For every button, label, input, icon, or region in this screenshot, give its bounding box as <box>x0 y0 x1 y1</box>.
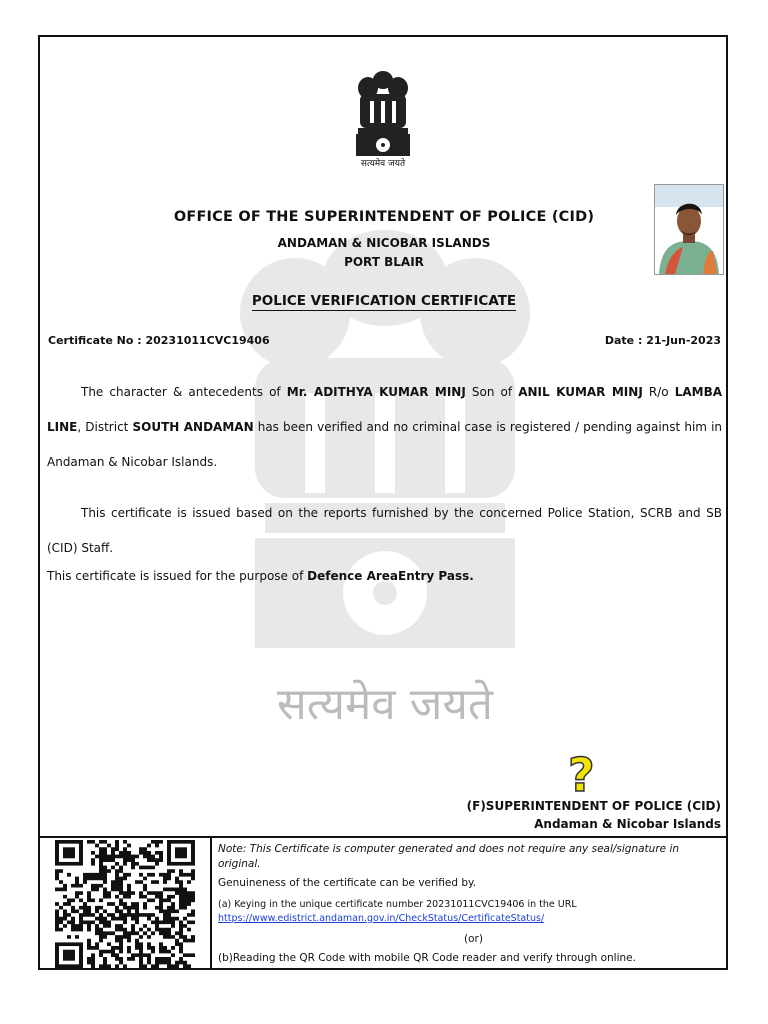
signatory-region: Andaman & Nicobar Islands <box>534 817 721 831</box>
certificate-date: Date : 21-Jun-2023 <box>604 334 721 347</box>
genuineness-text: Genuineness of the certificate can be verified by. <box>218 877 477 889</box>
qr-finder-2 <box>63 950 75 961</box>
qr-divider <box>210 836 212 970</box>
keying-instruction: (a) Keying in the unique certificate number 20231011CVC19406 in the URL <box>218 899 577 910</box>
signatory-title: (F)SUPERINTENDENT OF POLICE (CID) <box>466 799 721 813</box>
qr-finder-1 <box>175 847 187 858</box>
verification-link[interactable]: https://www.edistrict.andaman.gov.in/CheckStatus/CertificateStatus/ <box>218 913 545 924</box>
purpose: Defence AreaEntry Pass. <box>307 569 474 583</box>
certificate-title-text: POLICE VERIFICATION CERTIFICATE <box>251 293 517 309</box>
footer-divider <box>38 836 728 838</box>
address: LAMBA LINE <box>47 385 722 434</box>
p1-text-e: has been verified and no criminal case is registered / pending against him in Andaman & Nicobar Islands. <box>47 420 723 469</box>
applicant-name: Mr. ADITHYA KUMAR MINJ <box>286 385 466 399</box>
p1-text-c: R/o <box>642 385 675 399</box>
qr-code[interactable] <box>55 840 195 968</box>
qr-instruction: (b)Reading the QR Code with mobile QR Code reader and verify through online. <box>218 952 636 964</box>
certificate-number: Certificate No : 20231011CVC19406 <box>48 334 270 347</box>
footer-note: Note: This Certificate is computer generated and does not require any seal/signature in original. <box>218 843 680 870</box>
emblem-motto: सत्यमेव जयते <box>360 159 406 169</box>
or-separator: (or) <box>464 933 483 945</box>
qr-finder-0 <box>63 847 75 858</box>
office-title: OFFICE OF THE SUPERINTENDENT OF POLICE (CID) <box>173 209 595 225</box>
p1-text-d: , District <box>77 420 133 434</box>
p3-text-a: This certificate is issued for the purpose of <box>47 569 308 583</box>
city-title: PORT BLAIR <box>344 255 424 269</box>
p1-text-b: Son of <box>465 385 519 399</box>
signature-placeholder-icon: ? <box>568 748 595 802</box>
watermark-motto: सत्यमेव जयते <box>276 679 494 730</box>
purpose-paragraph <box>47 567 722 585</box>
region-title: ANDAMAN & NICOBAR ISLANDS <box>277 236 491 250</box>
national-emblem-icon <box>352 68 414 160</box>
district: SOUTH ANDAMAN <box>132 420 254 434</box>
reports-paragraph: This certificate is issued based on the reports furnished by the concerned Police Station, SCRB and SB (CID) Staff. <box>47 506 722 555</box>
certificate-title <box>0 293 768 309</box>
character-paragraph <box>47 375 722 480</box>
father-name: ANIL KUMAR MINJ <box>518 385 643 399</box>
p1-text-a: The character & antecedents of <box>81 385 287 399</box>
